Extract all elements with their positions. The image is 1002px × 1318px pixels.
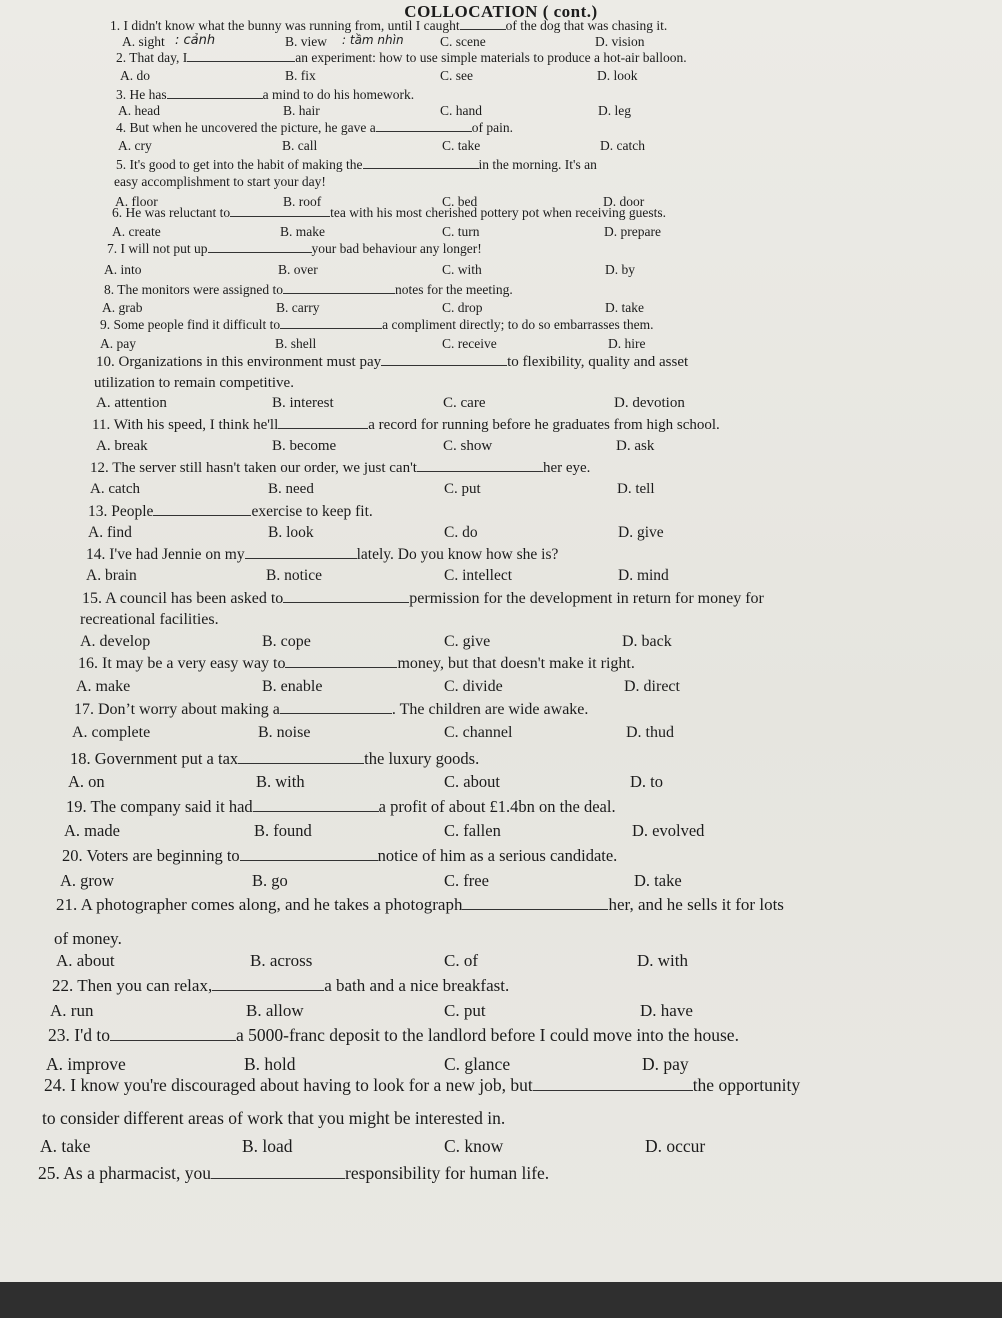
option-d[interactable]: D. door: [603, 194, 645, 209]
option-b[interactable]: B. cope: [262, 633, 311, 650]
background-surface: [0, 1282, 1002, 1318]
question-11: [92, 417, 720, 434]
option-c[interactable]: C. with: [442, 262, 482, 277]
question-text: I will not put up: [120, 241, 208, 256]
question-text: As a pharmacist, you: [63, 1163, 212, 1183]
answer-blank[interactable]: [253, 810, 379, 812]
question-text-line2: of money.: [54, 929, 122, 948]
question-22: [52, 976, 509, 996]
question-text-line2: to consider different areas of work that you might be interested in.: [42, 1108, 506, 1128]
question-text-continued: the opportunity: [692, 1075, 801, 1095]
question-number: 14.: [86, 546, 106, 563]
question-text-continued: a 5000-franc deposit to the landlord before I could move into the house.: [235, 1025, 739, 1045]
answer-blank[interactable]: [187, 60, 295, 62]
question-9: [100, 317, 654, 333]
option-a[interactable]: A. make: [76, 678, 131, 695]
question-text-continued: notice of him as a serious candidate.: [377, 846, 618, 865]
option-d[interactable]: D. ask: [616, 438, 655, 454]
option-d[interactable]: D. by: [605, 262, 635, 277]
answer-blank[interactable]: [238, 762, 364, 764]
option-a[interactable]: A. improve: [46, 1054, 126, 1074]
option-c[interactable]: C. hand: [440, 103, 482, 118]
question-number: 7.: [107, 241, 118, 256]
option-b[interactable]: B. enable: [262, 678, 323, 695]
option-b[interactable]: B. look: [268, 524, 314, 541]
question-text: I've had Jennie on my: [109, 546, 245, 563]
question-12: [90, 460, 590, 477]
option-d[interactable]: D. to: [630, 772, 663, 791]
option-b[interactable]: B. across: [250, 951, 313, 970]
question-text: Don’t worry about making a: [98, 701, 280, 718]
answer-blank[interactable]: [283, 601, 409, 603]
question-number: 1.: [110, 18, 121, 33]
question-number: 18.: [70, 749, 91, 768]
question-text-continued: her, and he sells it for lots: [608, 895, 784, 914]
question-text: Then you can relax,: [77, 976, 213, 995]
option-b[interactable]: B. allow: [246, 1001, 304, 1020]
option-d[interactable]: D. hire: [608, 336, 646, 351]
question-13: [88, 503, 373, 521]
question-number: 20.: [62, 846, 83, 865]
option-d[interactable]: D. devotion: [614, 395, 685, 411]
option-a[interactable]: A. floor: [115, 194, 158, 209]
question-text-continued: tea with his most cherished pottery pot when receiving guests.: [330, 205, 667, 220]
question-text-continued: a mind to do his homework.: [262, 87, 415, 102]
option-b[interactable]: B. noise: [258, 724, 311, 741]
option-c[interactable]: C. fallen: [444, 821, 501, 840]
answer-blank[interactable]: [381, 364, 507, 366]
option-b[interactable]: B. over: [278, 262, 318, 277]
question-text: He was reluctant to: [125, 205, 231, 220]
answer-blank[interactable]: [278, 427, 368, 429]
answer-blank[interactable]: [376, 130, 472, 132]
question-1: [110, 18, 667, 34]
option-d[interactable]: D. back: [622, 633, 672, 650]
question-number: 15.: [82, 590, 102, 607]
question-text-continued: permission for the development in return for money for: [409, 590, 764, 607]
option-b[interactable]: B. carry: [276, 300, 320, 315]
option-a[interactable]: A. complete: [72, 724, 151, 741]
question-text: The company said it had: [90, 797, 253, 816]
question-text: It may be a very easy way to: [102, 655, 286, 672]
question-text-continued: your bad behaviour any longer!: [311, 241, 482, 256]
option-c[interactable]: C. of: [444, 951, 478, 970]
option-b[interactable]: B. load: [242, 1136, 293, 1156]
option-b[interactable]: B. interest: [272, 395, 334, 411]
option-d[interactable]: D. look: [597, 68, 638, 83]
answer-blank[interactable]: [211, 1177, 345, 1179]
question-number: 2.: [116, 50, 127, 65]
option-c[interactable]: C. know: [444, 1136, 504, 1156]
option-d[interactable]: D. prepare: [604, 224, 661, 239]
question-number: 19.: [66, 797, 87, 816]
question-text: That day, I: [129, 50, 188, 65]
option-b[interactable]: B. fix: [285, 68, 316, 83]
question-text-line2: utilization to remain competitive.: [94, 375, 294, 391]
question-10: [96, 354, 688, 371]
question-18: [70, 749, 479, 769]
question-text-continued: notes for the meeting.: [394, 282, 513, 297]
question-text-continued: a bath and a nice breakfast.: [324, 976, 510, 995]
question-text-continued: money, but that doesn't make it right.: [397, 655, 635, 672]
option-b[interactable]: B. need: [268, 481, 314, 497]
question-text: Voters are beginning to: [86, 846, 240, 865]
handwritten-note: : tầm nhìn: [342, 33, 404, 47]
option-a[interactable]: A. catch: [90, 481, 140, 497]
question-number: 22.: [52, 976, 74, 995]
question-text: Some people find it difficult to: [113, 317, 281, 332]
option-a[interactable]: A. create: [112, 224, 161, 239]
option-b[interactable]: B. found: [254, 821, 312, 840]
question-text: A council has been asked to: [105, 590, 284, 607]
option-b[interactable]: B. shell: [275, 336, 317, 351]
question-text: But when he uncovered the picture, he gave a: [129, 120, 376, 135]
option-c[interactable]: C. scene: [440, 34, 486, 49]
option-d[interactable]: D. pay: [642, 1054, 689, 1074]
question-text: People: [111, 503, 154, 520]
answer-blank[interactable]: [280, 327, 382, 329]
question-number: 5.: [116, 157, 127, 172]
option-a[interactable]: A. head: [118, 103, 160, 118]
option-c[interactable]: C. divide: [444, 678, 503, 695]
question-text: I'd to: [74, 1025, 110, 1045]
question-text-continued: of the dog that was chasing it.: [505, 18, 668, 33]
question-20: [62, 846, 617, 866]
question-text: I didn't know what the bunny was running from, until I caught: [123, 18, 460, 33]
question-text: Government put a tax: [94, 749, 239, 768]
question-text-continued: exercise to keep fit.: [251, 503, 373, 520]
page-title: COLLOCATION ( cont.): [404, 2, 598, 21]
option-a[interactable]: A. break: [96, 438, 148, 454]
option-c[interactable]: C. intellect: [444, 567, 513, 584]
answer-blank[interactable]: [283, 292, 395, 294]
option-a[interactable]: A. brain: [86, 567, 137, 584]
question-number: 3.: [116, 87, 127, 102]
option-c[interactable]: C. channel: [444, 724, 513, 741]
answer-blank[interactable]: [417, 470, 543, 472]
answer-blank[interactable]: [460, 28, 506, 30]
option-d[interactable]: D. give: [618, 524, 664, 541]
answer-blank[interactable]: [230, 215, 330, 217]
option-d[interactable]: D. tell: [617, 481, 655, 497]
option-b[interactable]: B. view: [285, 34, 327, 49]
option-a[interactable]: A. made: [64, 821, 120, 840]
option-d[interactable]: D. occur: [645, 1136, 706, 1156]
option-b[interactable]: B. go: [252, 871, 288, 890]
question-number: 17.: [74, 701, 94, 718]
question-text: I know you're discouraged about having to look for a new job, but: [70, 1075, 533, 1095]
question-text-continued: a compliment directly; to do so embarrasses them.: [382, 317, 654, 332]
question-text-continued: an experiment: how to use simple materials to produce a hot-air balloon.: [295, 50, 687, 65]
option-a[interactable]: A. develop: [80, 633, 151, 650]
option-d[interactable]: D. thud: [626, 724, 674, 741]
question-text-continued: of pain.: [471, 120, 514, 135]
question-text-line2: easy accomplishment to start your day!: [114, 174, 326, 189]
question-23: [48, 1025, 739, 1046]
option-b[interactable]: B. roof: [283, 194, 322, 209]
question-8: [104, 282, 513, 298]
question-number: 25.: [38, 1163, 60, 1183]
option-c[interactable]: C. glance: [444, 1054, 511, 1074]
option-d[interactable]: D. evolved: [632, 821, 705, 840]
question-number: 21.: [56, 895, 78, 914]
question-5: [116, 157, 597, 173]
question-number: 4.: [116, 120, 127, 135]
answer-blank[interactable]: [533, 1089, 693, 1091]
question-text-continued: to flexibility, quality and asset: [507, 354, 689, 370]
question-3: [116, 87, 414, 103]
option-d[interactable]: D. with: [637, 951, 688, 970]
answer-blank[interactable]: [167, 97, 263, 99]
option-d[interactable]: D. have: [640, 1001, 693, 1020]
question-25: [38, 1163, 549, 1184]
option-a[interactable]: A. find: [88, 524, 132, 541]
question-text: The server still hasn't taken our order, we just can't: [112, 460, 417, 476]
option-a[interactable]: A. cry: [118, 138, 152, 153]
option-c[interactable]: C. take: [442, 138, 481, 153]
question-number: 12.: [90, 460, 109, 476]
option-c[interactable]: C. do: [444, 524, 478, 541]
answer-blank[interactable]: [462, 908, 608, 910]
question-text: A photographer comes along, and he takes a photograph: [80, 895, 463, 914]
question-text: Organizations in this environment must pay: [118, 354, 382, 370]
option-a[interactable]: A. grab: [102, 300, 143, 315]
option-c[interactable]: C. receive: [442, 336, 497, 351]
answer-blank[interactable]: [363, 167, 479, 169]
option-b[interactable]: B. become: [272, 438, 337, 454]
option-d[interactable]: D. mind: [618, 567, 669, 584]
question-text-continued: responsibility for human life.: [345, 1163, 550, 1183]
option-c[interactable]: C. drop: [442, 300, 483, 315]
option-b[interactable]: B. notice: [266, 567, 322, 584]
question-text-line2: recreational facilities.: [80, 611, 219, 628]
question-text-continued: the luxury goods.: [364, 749, 480, 768]
option-b[interactable]: B. with: [256, 772, 305, 791]
question-16: [78, 655, 635, 673]
question-text-continued: lately. Do you know how she is?: [356, 546, 559, 563]
option-c[interactable]: C. give: [444, 633, 491, 650]
question-number: 23.: [48, 1025, 70, 1045]
question-number: 16.: [78, 655, 98, 672]
option-d[interactable]: D. take: [634, 871, 682, 890]
question-number: 13.: [88, 503, 108, 520]
option-d[interactable]: D. take: [605, 300, 644, 315]
option-b[interactable]: B. make: [280, 224, 325, 239]
question-2: [116, 50, 687, 66]
option-c[interactable]: C. bed: [442, 194, 478, 209]
question-19: [66, 797, 616, 817]
question-14: [86, 546, 558, 564]
question-4: [116, 120, 513, 136]
option-a[interactable]: A. do: [120, 68, 150, 83]
question-text-continued: in the morning. It's an: [478, 157, 597, 172]
option-c[interactable]: C. see: [440, 68, 473, 83]
option-d[interactable]: D. catch: [600, 138, 645, 153]
option-a[interactable]: A. about: [56, 951, 115, 970]
option-c[interactable]: C. care: [443, 395, 486, 411]
option-c[interactable]: C. turn: [442, 224, 480, 239]
answer-blank[interactable]: [245, 557, 357, 559]
option-c[interactable]: C. about: [444, 772, 500, 791]
option-a[interactable]: A. take: [40, 1136, 91, 1156]
option-a[interactable]: A. attention: [96, 395, 167, 411]
question-21: [56, 895, 784, 915]
question-24: [44, 1075, 800, 1096]
option-c[interactable]: C. show: [443, 438, 493, 454]
question-text: The monitors were assigned to: [117, 282, 283, 297]
question-15: [82, 590, 764, 608]
question-6: [112, 205, 666, 221]
question-number: 10.: [96, 354, 115, 370]
option-a[interactable]: A. grow: [60, 871, 115, 890]
question-number: 11.: [92, 417, 111, 433]
option-c[interactable]: C. put: [444, 481, 481, 497]
option-a[interactable]: A. on: [68, 772, 105, 791]
question-text: It's good to get into the habit of making the: [129, 157, 363, 172]
answer-blank[interactable]: [208, 251, 312, 253]
option-d[interactable]: D. vision: [595, 34, 645, 49]
answer-blank[interactable]: [280, 712, 392, 714]
question-number: 8.: [104, 282, 115, 297]
option-a[interactable]: A. pay: [100, 336, 136, 351]
answer-blank[interactable]: [153, 514, 251, 516]
option-d[interactable]: D. leg: [598, 103, 631, 118]
question-text: With his speed, I think he'll: [113, 417, 279, 433]
question-text-continued: a profit of about £1.4bn on the deal.: [378, 797, 616, 816]
option-a[interactable]: A. sight: [122, 34, 165, 49]
question-number: 9.: [100, 317, 111, 332]
question-7: [107, 241, 482, 257]
question-text: He has: [129, 87, 167, 102]
option-d[interactable]: D. direct: [624, 678, 680, 695]
option-c[interactable]: C. put: [444, 1001, 486, 1020]
question-number: 24.: [44, 1075, 66, 1095]
question-number: 6.: [112, 205, 123, 220]
question-text-continued: her eye.: [542, 460, 591, 476]
question-text-continued: . The children are wide awake.: [391, 701, 589, 718]
option-b[interactable]: B. hold: [244, 1054, 296, 1074]
handwritten-note: : cảnh: [175, 33, 216, 48]
answer-blank[interactable]: [212, 989, 324, 991]
answer-blank[interactable]: [285, 666, 397, 668]
option-c[interactable]: C. free: [444, 871, 489, 890]
question-17: [74, 701, 588, 719]
option-b[interactable]: B. hair: [283, 103, 320, 118]
answer-blank[interactable]: [240, 859, 378, 861]
answer-blank[interactable]: [110, 1039, 236, 1041]
option-a[interactable]: A. run: [50, 1001, 94, 1020]
option-b[interactable]: B. call: [282, 138, 318, 153]
question-text-continued: a record for running before he graduates from high school.: [368, 417, 720, 433]
option-a[interactable]: A. into: [104, 262, 142, 277]
